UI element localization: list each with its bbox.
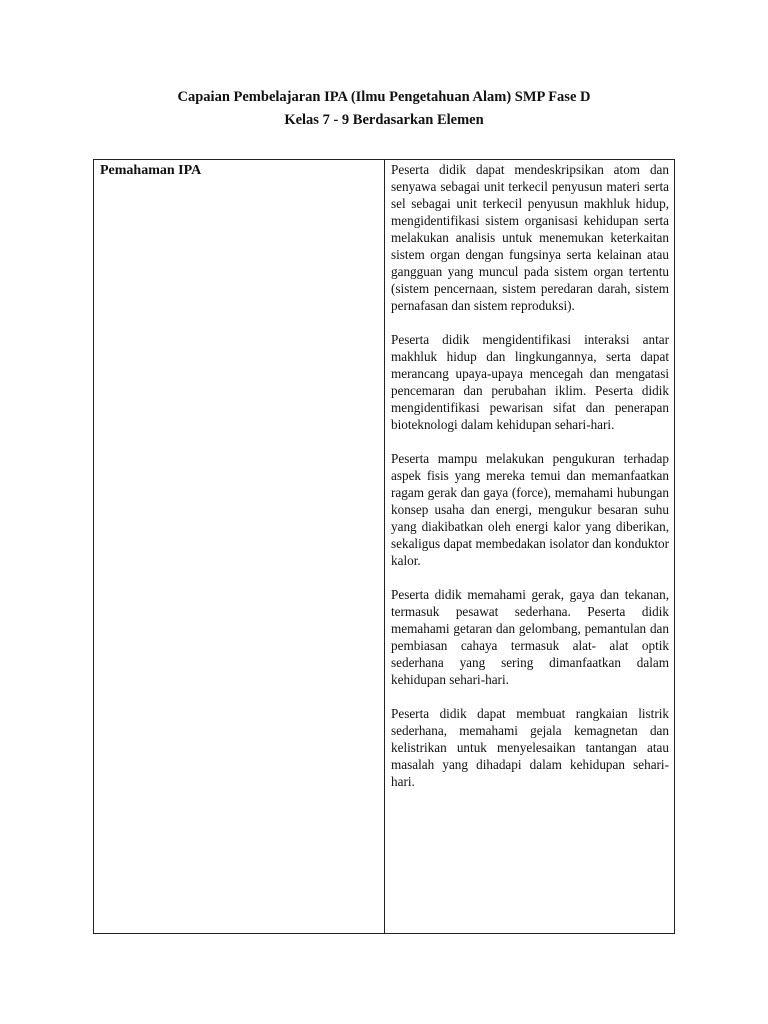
column-divider bbox=[384, 160, 385, 933]
learning-outcomes-table bbox=[93, 159, 675, 934]
outcome-paragraph: Peserta didik mengidentifikasi interaksi antar makhluk hidup dan lingkungannya, serta dapat merancang upaya-upaya mencegah dan mengatasi pencemaran dan perubahan iklim. Peserta didik mengidentifikasi pewarisan sifat dan penerapan bioteknologi dalam kehidupan sehari-hari. bbox=[391, 332, 669, 432]
outcome-paragraph: Peserta didik memahami gerak, gaya dan tekanan, termasuk pesawat sederhana. Peserta didik memahami getaran dan gelombang, pemantulan dan pembiasan cahaya termasuk alat- alat optik sederhana yang sering dimanfaatkan dalam kehidupan sehari-hari. bbox=[391, 587, 669, 687]
document-title: Capaian Pembelajaran IPA (Ilmu Pengetahuan Alam) SMP Fase D bbox=[177, 89, 591, 105]
document-subtitle: Kelas 7 - 9 Berdasarkan Elemen bbox=[284, 112, 484, 128]
element-label: Pemahaman IPA bbox=[100, 163, 202, 178]
outcome-description-cell bbox=[391, 161, 669, 807]
outcome-paragraph: Peserta mampu melakukan pengukuran terhadap aspek fisis yang mereka temui dan memanfaatkan ragam gerak dan gaya (force), memahami hubungan konsep usaha dan energi, mengukur besaran suhu yang diakibatkan oleh energi kalor yang diberikan, sekaligus dapat membedakan isolator dan konduktor kalor. bbox=[391, 451, 669, 568]
outcome-paragraph: Peserta didik dapat mendeskripsikan atom dan senyawa sebagai unit terkecil penyusun materi serta sel sebagai unit terkecil penyusun makhluk hidup, mengidentifikasi sistem organisasi kehidupan serta melakukan analisis untuk menemukan keterkaitan sistem organ dengan fungsinya serta kelainan atau gangguan yang muncul pada sistem organ tertentu (sistem pencernaan, sistem peredaran darah, sistem pernafasan dan sistem reproduksi). bbox=[391, 162, 669, 313]
outcome-paragraph: Peserta didik dapat membuat rangkaian listrik sederhana, memahami gejala kemagnetan dan kelistrikan untuk menyelesaikan tantangan atau masalah yang dihadapi dalam kehidupan sehari- hari. bbox=[391, 706, 669, 789]
